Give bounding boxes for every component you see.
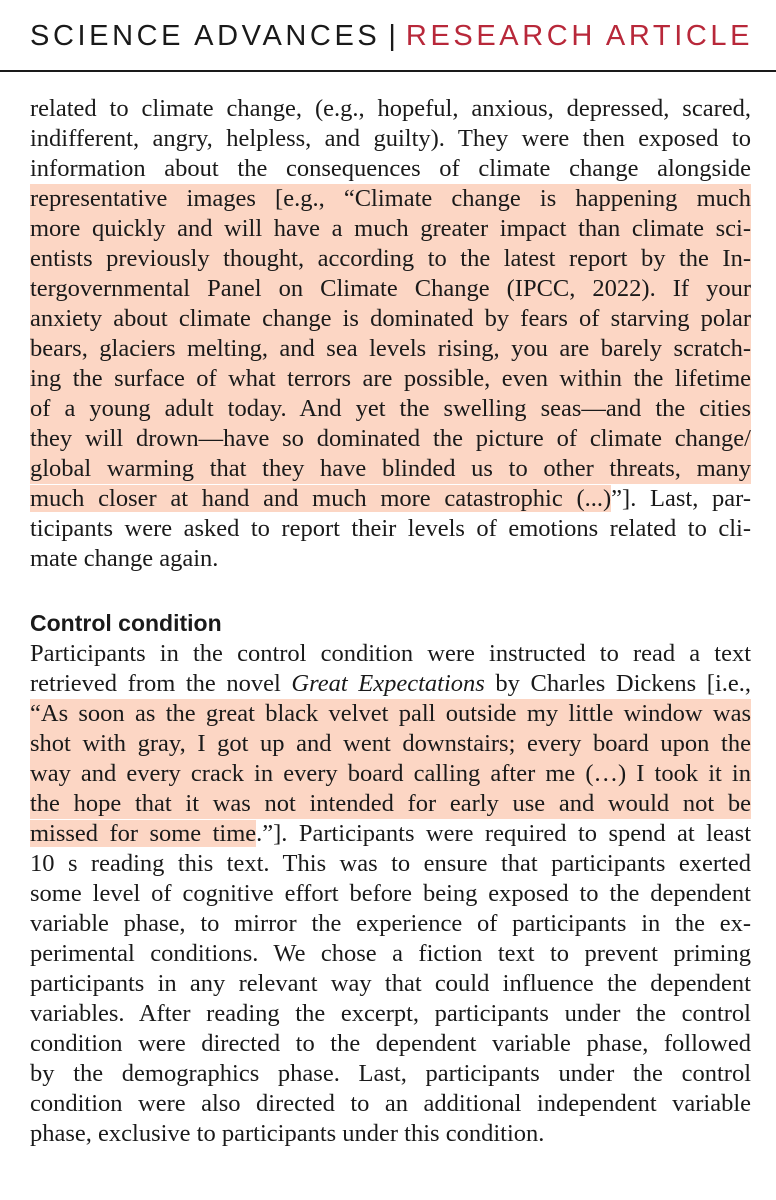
text-line: condition were directed to the dependent variable phase, followed bbox=[30, 1030, 751, 1057]
highlighted-line: they will drown—have so dominated the picture of climate change/ bbox=[30, 425, 751, 452]
journal-name: SCIENCE ADVANCES bbox=[30, 20, 381, 52]
header-separator: | bbox=[388, 20, 396, 52]
highlighted-line: way and every crack in every board calling after me (…) I took it in bbox=[30, 760, 751, 787]
highlighted-line: global warming that they have blinded us to other threats, many bbox=[30, 455, 751, 482]
highlighted-line: entists previously thought, according to the latest report by the In- bbox=[30, 245, 751, 272]
text-line: 10 s reading this text. This was to ensure that participants exerted bbox=[30, 850, 751, 877]
book-title: Great Expectations bbox=[291, 670, 485, 697]
highlighted-line: anxiety about climate change is dominated by fears of starving polar bbox=[30, 305, 751, 332]
section-heading: Control condition bbox=[30, 610, 222, 636]
paragraph-control bbox=[30, 639, 751, 1149]
highlighted-span: much closer at hand and much more catastrophic (...) bbox=[30, 485, 612, 512]
highlighted-line: more quickly and will have a much greater impact than climate sci- bbox=[30, 215, 751, 242]
text-line: condition were also directed to an additional independent variable bbox=[30, 1090, 751, 1117]
text-line: variable phase, to mirror the experience of participants in the ex- bbox=[30, 910, 751, 937]
highlighted-line: tergovernmental Panel on Climate Change (IPCC, 2022). If your bbox=[30, 275, 751, 302]
text-line: information about the consequences of climate change alongside bbox=[30, 155, 751, 182]
highlighted-line: shot with gray, I got up and went downstairs; every board upon the bbox=[30, 730, 751, 757]
highlighted-line: ing the surface of what terrors are possible, even within the lifetime bbox=[30, 365, 751, 392]
highlighted-line: of a young adult today. And yet the swelling seas—and the cities bbox=[30, 395, 751, 422]
text-line: variables. After reading the excerpt, participants under the control bbox=[30, 1000, 751, 1027]
text-line: related to climate change, (e.g., hopeful, anxious, depressed, scared, bbox=[30, 95, 751, 122]
text-line: some level of cognitive effort before being exposed to the dependent bbox=[30, 880, 751, 907]
text-line: perimental conditions. We chose a fiction text to prevent priming bbox=[30, 940, 751, 967]
text-line-with-italic: retrieved from the novel Great Expectations by Charles Dickens [i.e., bbox=[30, 670, 751, 697]
text-line: phase, exclusive to participants under this condition. bbox=[30, 1120, 545, 1147]
text-line: Participants in the control condition were instructed to read a text bbox=[30, 640, 751, 667]
partially-highlighted-line: missed for some time.”]. Participants were required to spend at least bbox=[30, 820, 752, 847]
article-type: RESEARCH ARTICLE bbox=[405, 20, 754, 52]
text-line: ticipants were asked to report their levels of emotions related to cli- bbox=[30, 515, 751, 542]
text-line: by the demographics phase. Last, participants under the control bbox=[30, 1060, 751, 1087]
highlighted-span: missed for some time bbox=[30, 820, 257, 847]
text-line: participants in any relevant way that could influence the dependent bbox=[30, 970, 751, 997]
text-line: mate change again. bbox=[30, 545, 219, 572]
text-line: indifferent, angry, helpless, and guilty). They were then exposed to bbox=[30, 125, 751, 152]
article-body bbox=[30, 94, 751, 1149]
paragraph-experimental bbox=[30, 94, 751, 574]
highlighted-line: representative images [e.g., “Climate change is happening much bbox=[30, 185, 751, 212]
running-header bbox=[30, 16, 776, 56]
highlighted-line: “As soon as the great black velvet pall outside my little window was bbox=[30, 700, 751, 727]
header-rule bbox=[0, 70, 776, 72]
highlighted-line: the hope that it was not intended for early use and would not be bbox=[30, 790, 751, 817]
partially-highlighted-line: much closer at hand and much more catastrophic (...)”]. Last, par- bbox=[30, 485, 751, 512]
highlighted-line: bears, glaciers melting, and sea levels rising, you are barely scratch- bbox=[30, 335, 751, 362]
